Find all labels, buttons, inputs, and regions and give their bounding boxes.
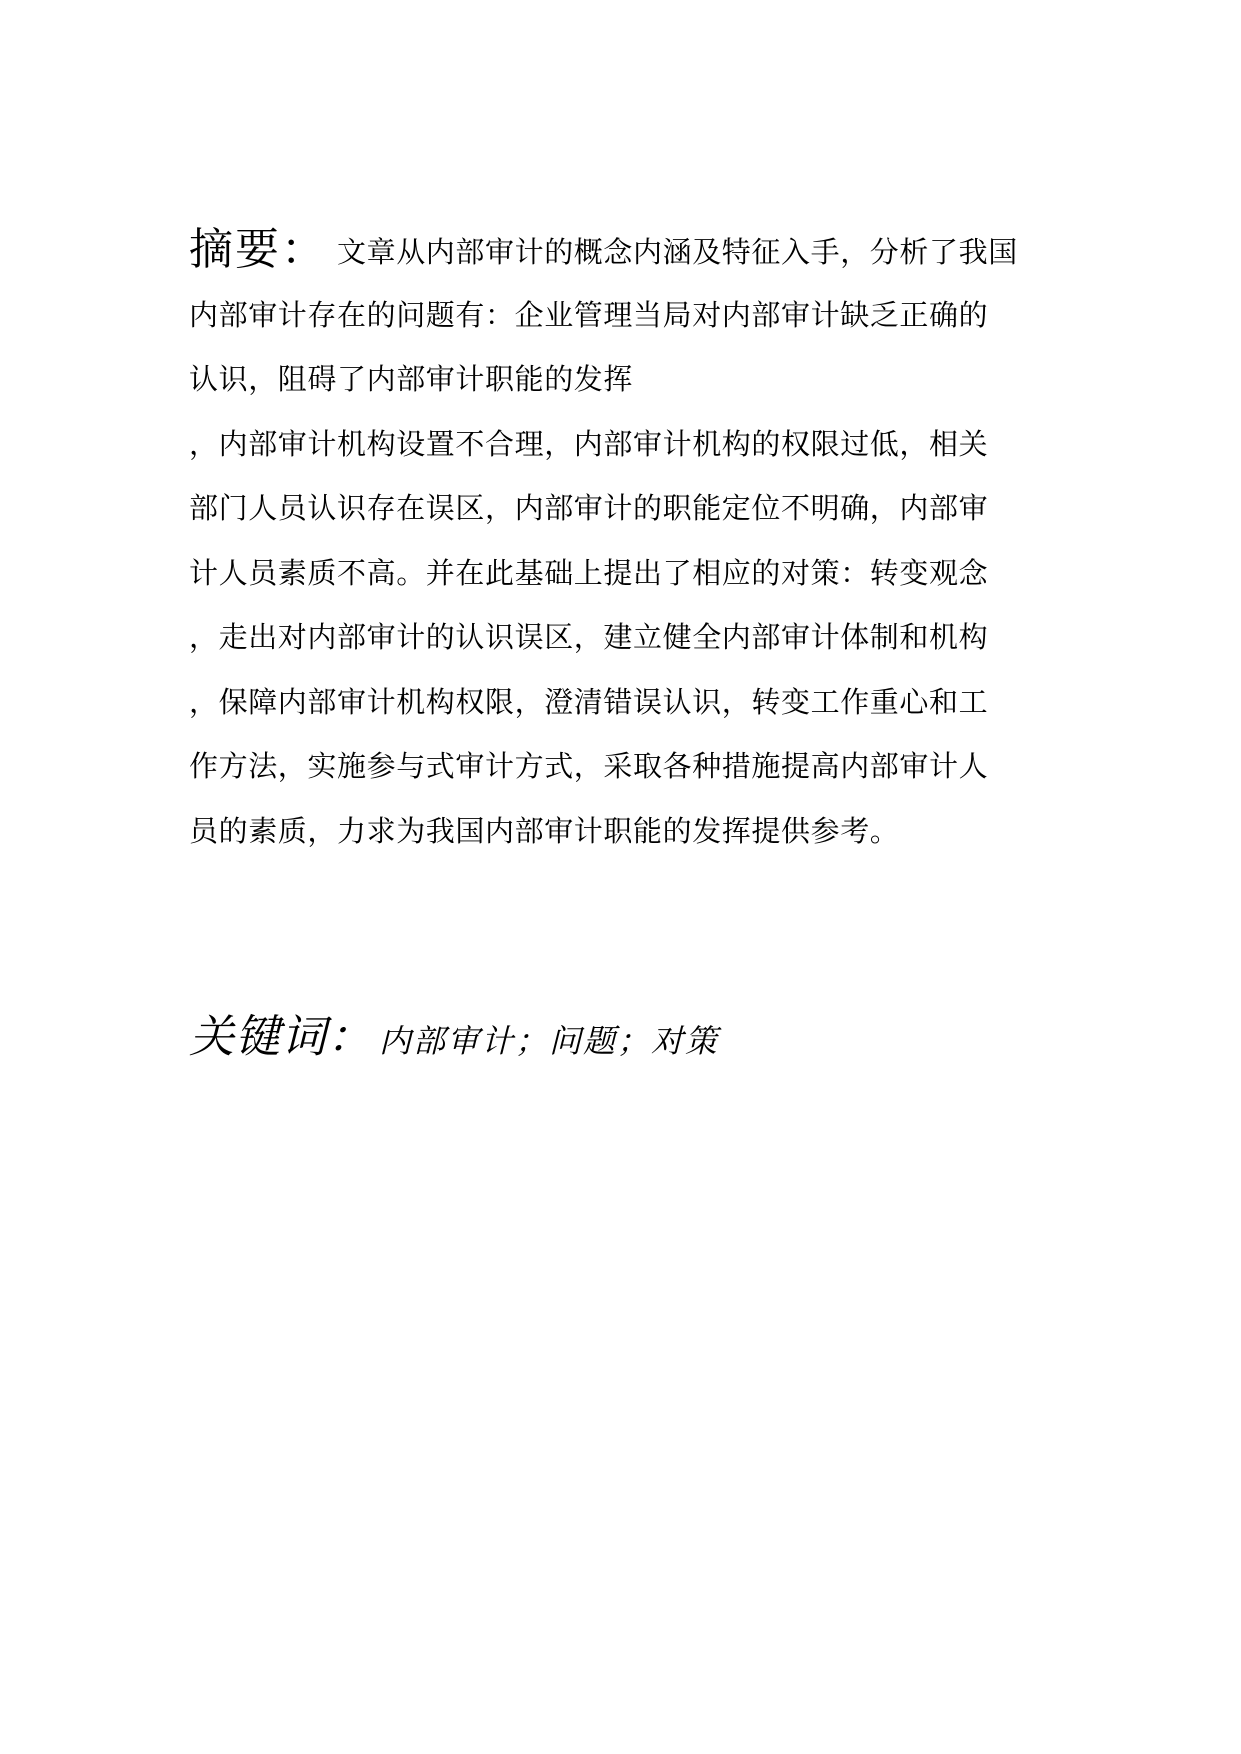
abstract-label: 摘要： xyxy=(189,224,327,275)
keywords-label: 关键词： xyxy=(189,1010,374,1063)
abstract-line-8: ，保障内部审计机构权限，澄清错误认识，转变工作重心和工 xyxy=(189,684,989,719)
abstract-section xyxy=(189,218,1069,863)
keywords-value: 内部审计；问题；对策 xyxy=(379,1022,720,1060)
abstract-line-5: 部门人员认识存在误区，内部审计的职能定位不明确，内部审 xyxy=(189,491,989,525)
abstract-line-7: ，走出对内部审计的认识误区，建立健全内部审计体制和机构 xyxy=(189,620,989,654)
abstract-line-10: 员的素质，力求为我国内部审计职能的发挥提供参考。 xyxy=(189,813,900,848)
abstract-text: 文章从内部审计的概念内涵及特征入手，分析了我国 xyxy=(337,235,1018,269)
abstract-line-1 xyxy=(189,218,1069,283)
abstract-line-9: 作方法，实施参与式审计方式，采取各种措施提高内部审计人 xyxy=(189,749,989,783)
abstract-line-6: 计人员素质不高。并在此基础上提出了相应的对策：转变观念 xyxy=(189,555,989,590)
keywords-section xyxy=(189,1000,1069,1065)
abstract-line-2: 内部审计存在的问题有：企业管理当局对内部审计缺乏正确的 xyxy=(189,297,989,332)
abstract-line-4: ，内部审计机构设置不合理，内部审计机构的权限过低，相关 xyxy=(189,426,989,461)
abstract-line-3: 认识，阻碍了内部审计职能的发挥 xyxy=(189,362,634,396)
